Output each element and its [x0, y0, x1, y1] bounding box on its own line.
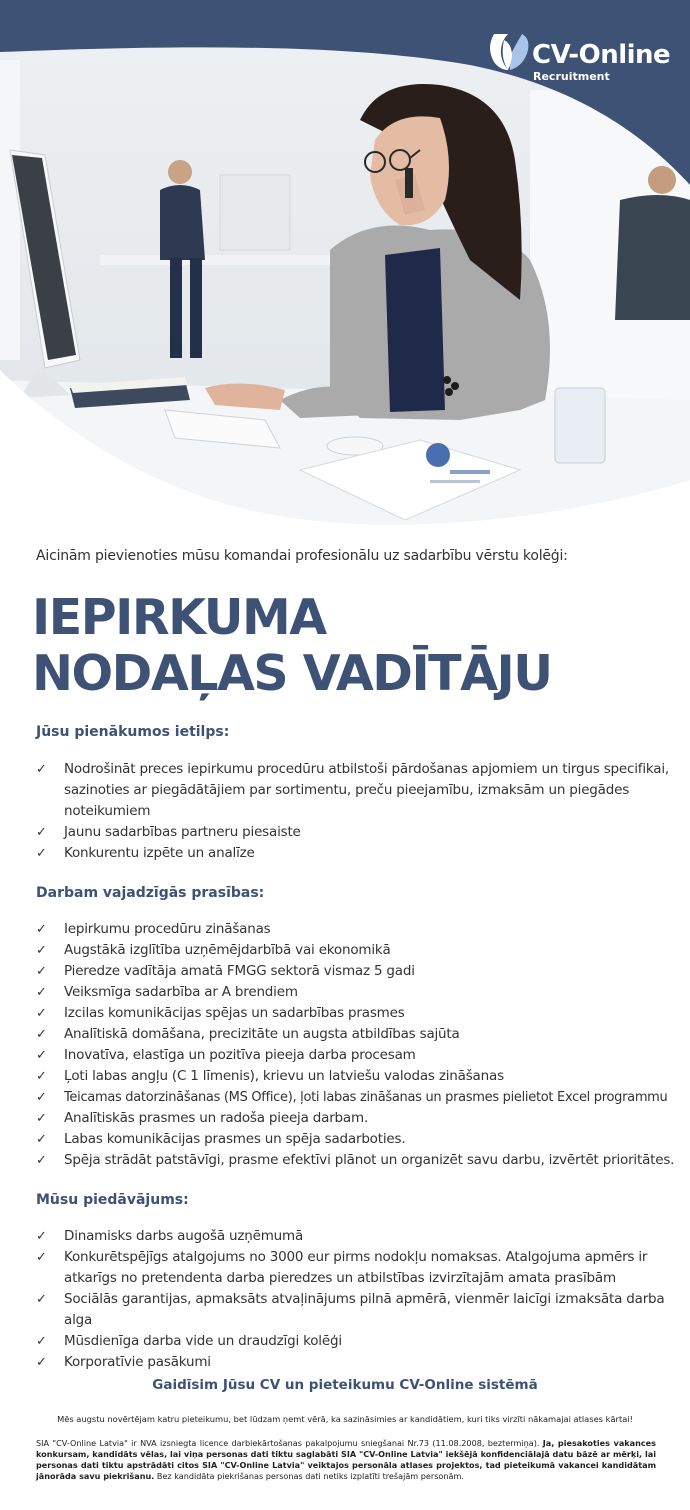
- duties-list: [36, 759, 676, 864]
- list-item: ✓ Teicamas datorzināšanas (MS Office), ļoti labas zināšanas un prasmes pielietot Excel programmu: [36, 1087, 676, 1108]
- offer-list: [36, 1226, 676, 1373]
- list-item: ✓ Dinamisks darbs augošā uzņēmumā: [36, 1226, 676, 1247]
- duties-heading: Jūsu pienākumos ietilps:: [36, 724, 230, 740]
- requirements-heading: Darbam vajadzīgās prasības:: [36, 885, 265, 901]
- list-item: ✓ Konkurētspējīgs atalgojums no 3000 eur pirms nodokļu nomaksas. Atalgojuma apmērs ir atkarīgs no pretendenta darba pieredzes un atbilstības izvirzītajām amata prasībām: [36, 1249, 648, 1286]
- list-item: ✓ Pieredze vadītāja amatā FMGG sektorā vismaz 5 gadi: [36, 961, 676, 982]
- legal-consent: Ja, piesakoties vakances konkursam, kandidāts vēlas, lai viņa personas dati tiktu saglabāti SIA "CV-Online Latvia" iekšējā konfidenciālajā datu bāzē ar mērķi, lai personas dati tiktu apstrādāti citos SIA "CV-Online Latvia" veiktajos personāla atlases projektos, tad pieteikumā vakancei kandidātam jānorāda savu piekrišanu.: [36, 1438, 656, 1481]
- list-item: ✓ Analītiskā domāšana, precizitāte un augsta atbildības sajūta: [36, 1024, 676, 1045]
- check-icon: ✓: [36, 1334, 47, 1349]
- check-icon: ✓: [36, 1090, 47, 1105]
- check-icon: ✓: [36, 825, 47, 840]
- job-title-line-1: IEPIRKUMA: [32, 589, 326, 646]
- check-icon: ✓: [36, 1229, 47, 1244]
- check-icon: ✓: [36, 1027, 47, 1042]
- legal-notice: [36, 1438, 656, 1482]
- check-icon: ✓: [36, 1006, 47, 1021]
- list-item: ✓ Veiksmīga sadarbība ar A brendiem: [36, 982, 676, 1003]
- list-item: ✓ Labas komunikācijas prasmes un spēja sadarboties.: [36, 1129, 676, 1150]
- list-item: ✓ Jaunu sadarbības partneru piesaiste: [36, 822, 676, 843]
- list-item: ✓ Spēja strādāt patstāvīgi, prasme efektīvi plānot un organizēt savu darbu, izvērtēt prioritātes.: [36, 1150, 676, 1171]
- check-icon: ✓: [36, 1132, 47, 1147]
- check-icon: ✓: [36, 1153, 47, 1168]
- list-item: ✓ Iepirkumu procedūru zināšanas: [36, 919, 676, 940]
- logo-name: CV-Online: [532, 40, 671, 70]
- check-icon: ✓: [36, 985, 47, 1000]
- requirements-list: [36, 919, 676, 1171]
- logo-subtitle: Recruitment: [533, 70, 610, 83]
- check-icon: ✓: [36, 964, 47, 979]
- offer-heading: Mūsu piedāvājums:: [36, 1192, 189, 1208]
- check-icon: ✓: [36, 1355, 47, 1370]
- list-item: ✓ Sociālās garantijas, apmaksāts atvaļinājums pilnā apmērā, vienmēr laicīgi izmaksāta darba alga: [36, 1291, 665, 1328]
- check-icon: ✓: [36, 922, 47, 937]
- check-icon: ✓: [36, 1048, 47, 1063]
- check-icon: ✓: [36, 943, 47, 958]
- list-item: ✓ Nodrošināt preces iepirkumu procedūru atbilstoši pārdošanas apjomiem un tirgus specifikai, sazinoties ar piegādātājiem par sortimentu, preču pieejamību, izmaksām un piegādes noteikumiem: [36, 761, 669, 819]
- apply-call-to-action: Gaidīsim Jūsu CV un pieteikumu CV-Online sistēmā: [152, 1377, 538, 1393]
- list-item: ✓ Analītiskās prasmes un radoša pieeja darbam.: [36, 1108, 676, 1129]
- check-icon: ✓: [36, 846, 47, 861]
- list-item: ✓ Konkurentu izpēte un analīze: [36, 843, 676, 864]
- check-icon: ✓: [36, 1250, 47, 1265]
- selection-note: Mēs augstu novērtējam katru pieteikumu, bet lūdzam ņemt vērā, ka sazināsimies ar kandidātiem, kuri tiks virzīti nākamajai atlases kārtai!: [57, 1414, 633, 1424]
- list-item: ✓ Izcilas komunikācijas spējas un sadarbības prasmes: [36, 1003, 676, 1024]
- check-icon: ✓: [36, 762, 47, 777]
- list-item: ✓ Korporatīvie pasākumi: [36, 1352, 676, 1373]
- legal-license: SIA "CV-Online Latvia" ir NVA izsniegta licence darbiekārtošanas pakalpojumu sniegšanai Nr.73 (11.08.2008, beztermiņa).: [36, 1438, 543, 1448]
- cv-online-logo: [488, 30, 671, 86]
- check-icon: ✓: [36, 1111, 47, 1126]
- list-item: ✓ Ļoti labas angļu (C 1 līmenis), krievu un latviešu valodas zināšanas: [36, 1066, 676, 1087]
- intro-text: Aicinām pievienoties mūsu komandai profesionālu uz sadarbību vērstu kolēģi:: [36, 548, 568, 564]
- cv-online-logo-icon: [488, 30, 530, 74]
- job-title: [32, 590, 552, 702]
- job-title-line-2: NODAĻAS VADĪTĀJU: [32, 645, 552, 702]
- hero-image: [0, 0, 690, 530]
- check-icon: ✓: [36, 1292, 47, 1307]
- list-item: ✓ Mūsdienīga darba vide un draudzīgi kolēģi: [36, 1331, 676, 1352]
- list-item: ✓ Inovatīva, elastīga un pozitīva pieeja darba procesam: [36, 1045, 676, 1066]
- legal-privacy: Bez kandidāta piekrišanas personas dati netiks izplatīti trešajām personām.: [154, 1471, 464, 1481]
- check-icon: ✓: [36, 1069, 47, 1084]
- list-item: ✓ Augstākā izglītība uzņēmējdarbībā vai ekonomikā: [36, 940, 676, 961]
